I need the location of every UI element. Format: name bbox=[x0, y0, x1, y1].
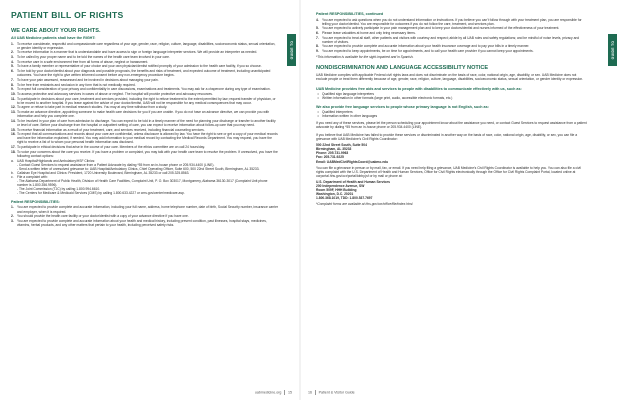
civil-rights-coordinator-address bbox=[316, 143, 588, 163]
language-service-item: • Information written in other languages bbox=[316, 114, 588, 118]
address-line: Fax: 205.731.9225 bbox=[316, 155, 344, 160]
responsibility-item bbox=[316, 36, 588, 44]
responsibility-item bbox=[11, 214, 279, 218]
right-item bbox=[11, 78, 279, 82]
nondiscrimination-heading: NONDISCRIMINATION AND LANGUAGE ACCESSIBILITY NOTICE bbox=[316, 64, 489, 71]
responsibility-item-text: You are expected to actively participate in your pain management plan and to keep your doctors/dentist and nurses informed of the effectiveness of your treatment. bbox=[322, 26, 560, 31]
right-item-text: To agree or refuse to take part in medical research studies. You may at any time withdraw from a study. bbox=[17, 105, 168, 110]
right-item-text: To be told by your doctor/dentist about your diagnosis and possible prognosis, the benefits and risks of treatment, and expected outcome of treatment, including unanticipated outcomes. You have the right to give written informed consent before any non-emergency procedure begins. bbox=[17, 69, 271, 78]
right-item bbox=[11, 150, 279, 158]
responsibility-item-number: 6. bbox=[316, 30, 319, 35]
free-aid-item: • Written information in other formats (large print, audio, accessible electronic formats, etc.) bbox=[316, 96, 588, 100]
right-item-number: 1. bbox=[11, 41, 14, 46]
right-item bbox=[11, 50, 279, 54]
grievance-text: If you believe that UAB Medicine has failed to provide these services or discriminated in another way on the basis of race, color, national origin, age, disability, or sex, you can file a grievance with UAB Medicine's Civil Rights Coordinator: bbox=[316, 132, 578, 142]
right-item bbox=[11, 42, 279, 50]
contact-option-text: Callahan Eye Hospital and Clinics: President, 1720 University Boulevard, Birmingham, AL 35233 or call 205.325.8563. bbox=[17, 170, 190, 175]
right-item bbox=[11, 69, 279, 77]
responsibility-item-text: You are expected to ask questions when you do not understand information or instructions. If you believe you can't follow through with your treatment plan, you are responsible for telling your doctor/dentist. You are responsible for outcomes if you do not follow the care, treatment, and services plan. bbox=[322, 17, 582, 26]
right-item bbox=[11, 119, 279, 127]
side-tab-left: GUIDE TO bbox=[287, 34, 296, 66]
right-item-number: 4. bbox=[11, 59, 14, 64]
right-item bbox=[11, 97, 279, 105]
right-item-text: To be free from restraints and seclusion in any form that is not medically required. bbox=[17, 82, 136, 87]
responsibility-item bbox=[316, 31, 588, 35]
right-item-number: 8. bbox=[11, 82, 14, 87]
right-item bbox=[11, 83, 279, 87]
address-line: U.S. Department of Health and Human Services bbox=[316, 179, 391, 184]
right-item bbox=[11, 87, 279, 91]
right-item-text: To receive information in a manner that is understandable and have access to sign or foreign language interpreter services. We will provide an interpreter as needed. bbox=[17, 50, 258, 55]
contact-option-text: - Send a written letter of unresolved grievance to: UAB Hospital/Ambulatory Clinics, Chief Operating Officer, Suite 600, 500 22nd Street South, Birmingham, AL 35233. bbox=[17, 166, 260, 171]
right-item bbox=[11, 145, 279, 149]
contact-option-text: UAB Hospital/Highlands and Ambulatory/HSF Clinics: bbox=[17, 158, 96, 163]
contact-text: If you need any of these services, please let the person scheduling your appointment know about the assistance you need, or contact Guest Services to request assistance from a patient advocate by dialing *55 from an in-house phone or 205.934.4400 (LINE). bbox=[316, 121, 587, 130]
responsibility-item bbox=[316, 44, 588, 48]
address-line: 200 Independence Avenue, SW bbox=[316, 183, 365, 188]
right-item-text: To be called by your proper name and to be told the names of the health care team involved in your care. bbox=[17, 54, 170, 59]
responsibility-item-text: You should provide the health care facility or your doctor/dentist with a copy of your advance directive if you have one. bbox=[17, 214, 189, 219]
right-item-text: To receive financial information as a result of your treatment, care, and services received, including financial counseling services. bbox=[17, 127, 205, 132]
address-line: 500 22nd Street South, Suite 504 bbox=[316, 143, 367, 148]
rights-list bbox=[11, 42, 279, 159]
responsibility-item-number: 8. bbox=[316, 44, 319, 49]
responsibility-item-text: You are expected to treat all staff, other patients and visitors with courtesy and respect; abide by all UAB rules and safety regulations; and be mindful of noise levels, privacy and number of visitors. bbox=[322, 35, 580, 44]
contact-option bbox=[11, 191, 279, 195]
right-item-number: 11. bbox=[11, 96, 16, 101]
complaint-forms-note: *Complaint forms are available at hhs.gov/ocr/office/file/index.html. bbox=[316, 202, 414, 207]
responsibility-item bbox=[316, 49, 588, 53]
footer-guide-title: Patient & Visitor Guide bbox=[318, 390, 355, 395]
spanish-availability-note: *This information is available for the sight-impaired and in Spanish. bbox=[316, 55, 414, 60]
right-item bbox=[11, 132, 279, 144]
responsibility-item-number: 7. bbox=[316, 35, 319, 40]
right-item bbox=[11, 105, 279, 109]
right-item-text: To participate in ethical decisions that arise in the course of your care. Members of the ethics committee are on call 24 hours/day. bbox=[17, 145, 205, 150]
footer-page-number: 16 bbox=[308, 390, 312, 395]
responsibility-item-text: You are expected to keep appointments, be on time for appointments, and to call your health care provider if you cannot keep your appointments. bbox=[322, 49, 534, 54]
address-line: 1.800.368.1019, TDD: 1.800.537.7697 bbox=[316, 196, 373, 201]
responsibility-item-number: 1. bbox=[11, 205, 14, 210]
footer-url: uabmedicine.org bbox=[254, 390, 282, 395]
responsibility-item bbox=[11, 205, 279, 213]
responsibility-item bbox=[316, 26, 588, 30]
right-item-text: To have your pain assessed, reassessed and be involved in decisions about managing your pain. bbox=[17, 77, 159, 82]
contact-option-text: File a complaint with: bbox=[17, 175, 48, 179]
right-item-number: 12. bbox=[11, 105, 16, 110]
right-item-number: 2. bbox=[11, 50, 14, 55]
contact-option-number: c. bbox=[11, 175, 14, 179]
responsibility-item bbox=[316, 18, 588, 26]
address-line: Birmingham, AL 35233 bbox=[316, 147, 352, 152]
language-service-item: • Qualified interpreters bbox=[316, 110, 588, 114]
contact-option-number: b. bbox=[11, 170, 14, 175]
rights-heading: All UAB Medicine patients shall have the RIGHT: bbox=[11, 36, 96, 40]
nondiscrimination-text: UAB Medicine complies with applicable Federal civil rights laws and does not discriminate on the basis of race, color, national origin, age, disability, or sex. UAB Medicine does not exclude people or treat them differently because of age, gender, race, religion, culture, language, disabilities, socioeconomic status, sexual orientation, or gender identity or expression. bbox=[316, 72, 584, 81]
address-line: Phone: 205.731.9963 bbox=[316, 151, 349, 156]
contact-options-list bbox=[11, 159, 279, 196]
right-item-number: 6. bbox=[11, 69, 14, 74]
right-item-number: 7. bbox=[11, 77, 14, 82]
responsibility-item-number: 3. bbox=[11, 218, 14, 223]
contact-option-text: - The Alabama Department of Public Health, Division of Health Care Facilities, Complaint Unit, P. O. Box 303017, Montgomery, Alabama 36130-3017 (Complaint Unit phone number is 1.800.356.9596). bbox=[17, 179, 268, 188]
right-column bbox=[316, 10, 588, 382]
contact-option-text: - The Centers for Medicare & Medicaid Services (CMS) by calling 1.800.633.4227 or cms.gov/center/medicare.asp. bbox=[17, 191, 185, 196]
right-item bbox=[11, 110, 279, 118]
right-item-text: To access protective and advocacy services in cases of abuse or neglect. The hospital will provide protective and advocacy resources. bbox=[17, 91, 213, 96]
right-item bbox=[11, 128, 279, 132]
responsibility-item-number: 4. bbox=[316, 17, 319, 22]
left-page bbox=[0, 0, 296, 400]
right-item-text: To voice your concerns about the care you receive. If you have a problem or complaint, you may talk with your health care team to resolve the problem. If unresolved, you have the following contact options: bbox=[17, 149, 278, 158]
footer-page-number: 15 bbox=[288, 390, 292, 395]
responsibility-item-text: Please leave valuables at home and only bring necessary items. bbox=[322, 30, 416, 35]
responsibilities-list bbox=[11, 205, 279, 227]
resp-continued-heading: Patient RESPONSIBILITIES, continued bbox=[316, 12, 384, 16]
address-line: Room 509F, HHH Building bbox=[316, 188, 357, 193]
responsibility-item-text: You are expected to provide complete and accurate information about your health and medical history, including present condition, past illnesses, hospital stays, medicines, vitamins, herbal products, and any other matters that pertain to your health, including perceived safety risks. bbox=[17, 218, 267, 228]
right-item-text: To expect that all communications and records about your care are confidential, unless disclosure is allowed by law. You have the right to see or get a copy of your medical records and have the information explained, if needed. You may add information to your medical record by contacting the Medical Records Department. You may request, you have the right to receive a list of to whom your personal health information was disclosed. bbox=[17, 132, 278, 145]
responsibility-item-text: You are expected to provide complete and accurate information, including your full name, address, home telephone number, date of birth, Social Security number, insurance carrier and employer, when it is required. bbox=[17, 205, 279, 214]
right-item-number: 15. bbox=[11, 127, 16, 132]
page-gutter bbox=[299, 0, 301, 400]
address-line: Washington, D.C. 20201 bbox=[316, 192, 354, 197]
right-item-number: 5. bbox=[11, 64, 14, 69]
right-item-text: To make an advance directive, appointing someone to make health care decisions for you if you are unable. If you do not have an advance directive, we can provide you with information and help you complete one. bbox=[17, 110, 270, 119]
right-item-text: To expect full consideration of your privacy and confidentiality in care discussions, examinations and treatments. You may ask for a chaperone during any type of examination. bbox=[17, 87, 271, 92]
right-item-number: 9. bbox=[11, 87, 14, 92]
right-item-text: To participate in decisions about your care, treatment and services provided, including the right to refuse treatment to the extent permitted by law; request transfer of physician, or to be moved to another hospital. If you leave against the advice of your doctor/dentist, UAB will not be responsible for any medical consequences that may occur. bbox=[17, 96, 276, 105]
contact-option-number: a. bbox=[11, 158, 14, 163]
responsibility-item-text: You are expected to provide complete and accurate information about your health insurance coverage and to pay your bills in a timely manner. bbox=[322, 44, 530, 49]
right-item-text: To receive considerate, respectful and compassionate care regardless of your age, gender, race, religion, culture, language, disabilities, socioeconomic status, sexual orientation, or gender identity or expression. bbox=[17, 41, 276, 50]
responsibility-item-number: 2. bbox=[11, 214, 14, 219]
contact-option-text: - Contact Guest Services to request assistance from a Patient Advocate by dialing *55 from an in-house phone or 205.934.4400 (LINE). bbox=[17, 162, 215, 167]
responsibility-item bbox=[11, 219, 279, 227]
language-services-list bbox=[316, 110, 588, 118]
page-title: PATIENT BILL OF RIGHTS bbox=[11, 10, 124, 20]
care-heading: WE CARE ABOUT YOUR RIGHTS. bbox=[11, 28, 101, 34]
right-item-number: 16. bbox=[11, 132, 16, 137]
hhs-address bbox=[316, 180, 588, 200]
right-item-number: 13. bbox=[11, 110, 16, 115]
right-item-text: To receive care in a safe environment free from all forms of abuse, neglect or harassment. bbox=[17, 59, 149, 64]
footer-right bbox=[308, 390, 355, 395]
right-page bbox=[304, 0, 615, 400]
contact-option-text: - The Joint Commission (TJC) by calling 1.800.994.6610. bbox=[17, 187, 101, 192]
side-tab-right: GUIDE TO bbox=[608, 34, 617, 66]
free-aids-heading: UAB Medicine provides free aids and services to people with disabilities to communicate effectively with us, such as: bbox=[316, 86, 522, 91]
right-item-number: 10. bbox=[11, 91, 16, 96]
responsibilities-heading: Patient RESPONSIBILITIES: bbox=[11, 199, 60, 204]
right-item bbox=[11, 60, 279, 64]
responsibility-item-number: 5. bbox=[316, 26, 319, 31]
right-item bbox=[11, 92, 279, 96]
right-item bbox=[11, 64, 279, 68]
responsibility-item-number: 9. bbox=[316, 49, 319, 54]
right-item-text: To be involved in your plan of care from admission to discharge. You can expect to be told in a timely manner of the need for planning your discharge or transfer to another facility or level of care. Before your discharge from the hospital or outpatient setting of care, you can expect to receive information about follow-up care that you may need. bbox=[17, 118, 276, 127]
right-item-number: 3. bbox=[11, 54, 14, 59]
left-column bbox=[11, 10, 279, 382]
right-item-number: 17. bbox=[11, 145, 16, 150]
address-line: Email: UABMedCivilRightsCoord@uabmc.edu bbox=[316, 159, 389, 164]
right-item-text: To have a family member or representative of your choice and your own physician/dentist notified promptly of your admission to the health care facility, if you so choose. bbox=[17, 64, 262, 69]
footer-left bbox=[255, 390, 292, 395]
responsibilities-continued-list bbox=[316, 18, 588, 54]
contact-option bbox=[11, 179, 279, 187]
right-item-number: 18. bbox=[11, 149, 16, 154]
free-aid-item: • Qualified sign language interpreters bbox=[316, 92, 588, 96]
file-grievance-text: You can file a grievance in person or by mail, fax, or email. If you need help filing a grievance, UAB Medicine's Civil Rights Coordinator is available to help you. You can also file a civil rights complaint with the U.S. Department of Health and Human Services, Office for Civil Rights electronically through the Office for Civil Rights Complaint Portal, located online at ocrportal.hhs.gov/ocr/portal/lobby.jsf or by mail or phone at: bbox=[316, 165, 581, 178]
right-item-number: 14. bbox=[11, 118, 16, 123]
free-aids-list bbox=[316, 92, 588, 100]
right-item bbox=[11, 55, 279, 59]
language-services-heading: We also provide free language services to people whose primary language is not English, such as: bbox=[316, 104, 489, 109]
